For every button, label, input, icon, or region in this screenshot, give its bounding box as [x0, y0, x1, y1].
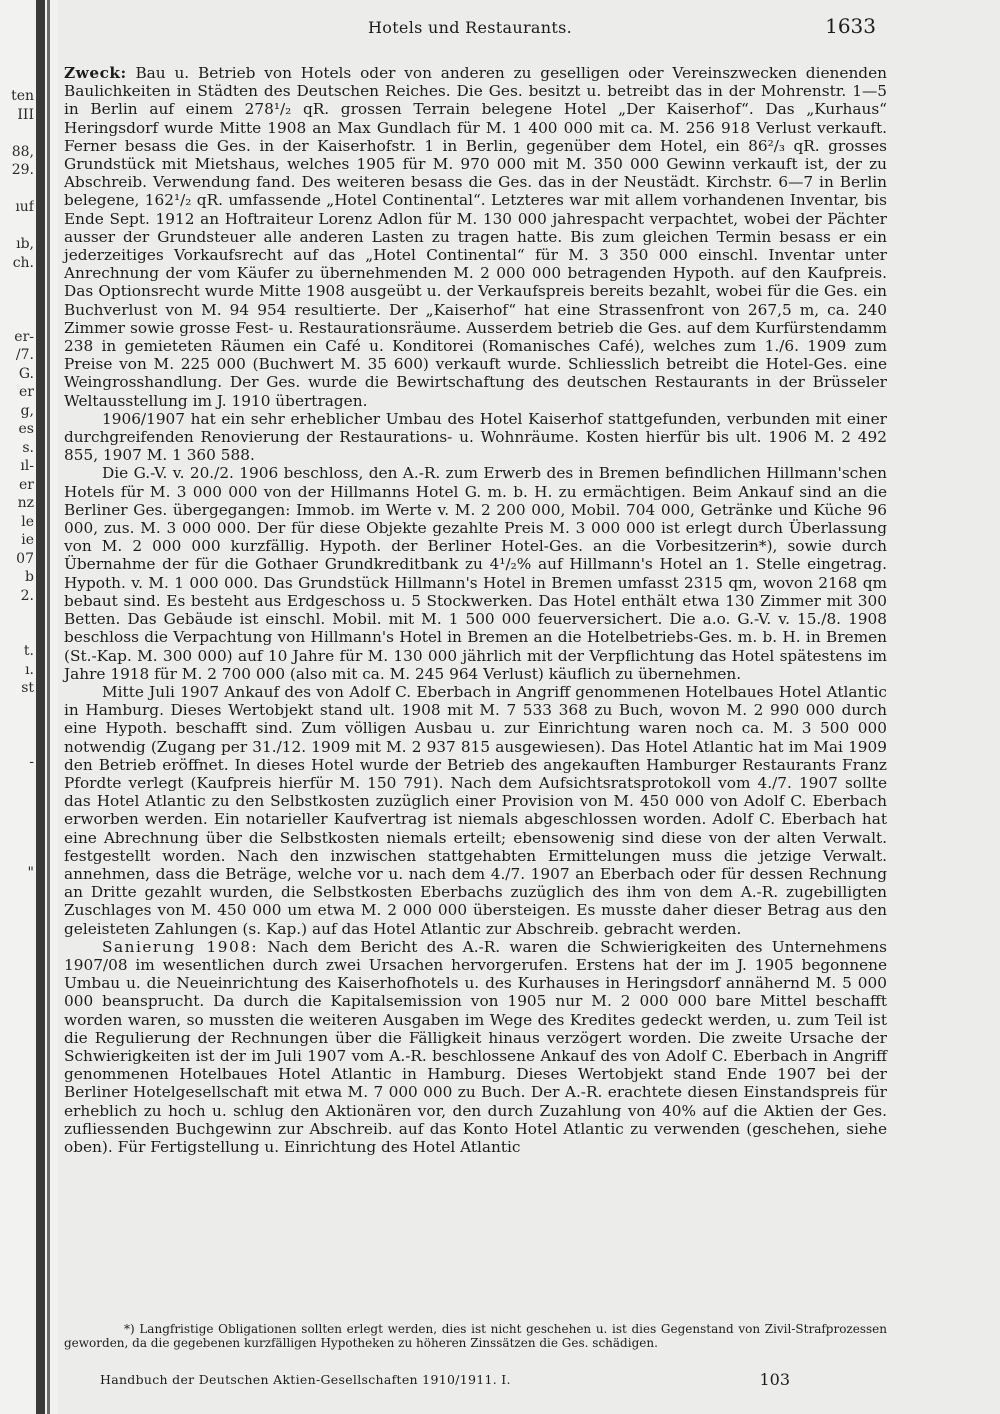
publication-source: Handbuch der Deutschen Aktien-Gesellschaften 1910/1911. I.	[100, 1372, 511, 1387]
sheet-number: 103	[759, 1370, 790, 1389]
margin-fragment: ı.	[25, 661, 34, 678]
margin-fragment: ten	[11, 88, 34, 104]
margin-fragment: er	[19, 476, 34, 493]
margin-fragment: /7.	[15, 347, 34, 363]
running-header	[64, 12, 876, 42]
margin-fragment: st	[21, 680, 34, 696]
footnote: *) Langfristige Obligationen sollten erlegt werden, dies ist nicht geschehen u. ist dies Gegenstand von Zivil-Strafprozessen geworden, da die gegebenen kurzfälligen Hypotheken zu höheren Zinssätzen die Ges. schädigen.	[64, 1322, 887, 1350]
paragraph-atlantic: Mitte Juli 1907 Ankauf des von Adolf C. Eberbach in Angriff genommenen Hotelbaues Hotel Atlantic in Hamburg. Dieses Wertobjekt stand ult. 1908 mit M. 7 533 368 zu Buch, wovon M. 2 990 000 durch eine Hypoth. beschafft sind. Zum völligen Ausbau u. zur Einrichtung waren noch ca. M. 3 500 000 notwendig (Zugang per 31./12. 1909 mit M. 2 937 815 ausgewiesen). Das Hotel Atlantic hat im Mai 1909 den Betrieb eröffnet. In dieses Hotel wurde der Betrieb des angekauften Hamburger Restaurants Franz Pfordte verlegt (Kaufpreis hierfür M. 150 791). Nach dem Aufsichtsratsprotokoll vom 4./7. 1907 sollte das Hotel Atlantic zu den Selbstkosten zuzüglich einer Provision von M. 450 000 von Adolf C. Eberbach erworben werden. Ein notarieller Kaufvertrag ist niemals abgeschlossen worden. Adolf C. Eberbach hat eine Abrechnung über die Selbstkosten niemals erteilt; ebensowenig sind diese von der alten Verwalt. festgestellt worden. Nach den inzwischen stattgehabten Ermittelungen muss die jetzige Verwalt. annehmen, dass die Beträge, welche vor u. nach dem 4./7. 1907 an Eberbach oder für dessen Rechnung an Dritte gezahlt wurden, die Selbstkosten Eberbachs zuzüglich des ihm von dem A.-R. zugebilligten Zuschlages von M. 450 000 um etwa M. 2 000 000 übersteigen. Es musste daher dieser Betrag aus den geleisteten Zahlungen (s. Kap.) auf das Hotel Atlantic zur Abschreib. gebracht werden.	[64, 682, 887, 938]
margin-fragment: G.	[18, 365, 34, 382]
paragraph-zweck	[64, 64, 887, 410]
margin-fragment: ie	[21, 532, 34, 548]
margin-fragment: ıl-	[20, 458, 34, 474]
margin-fragment: b	[25, 569, 34, 585]
paragraph-bremen: Die G.-V. v. 20./2. 1906 beschloss, den A.-R. zum Erwerb des in Bremen befindlichen Hillmann'schen Hotels für M. 3 000 000 von der Hillmanns Hotel G. m. b. H. zu ermächtigen. Beim Ankauf sind an die Berliner Ges. übergegangen: Immob. im Werte v. M. 2 200 000, Mobil. 704 000, Getränke und Küche 96 000, zus. M. 3 000 000. Der für diese Objekte gezahlte Preis M. 3 000 000 ist erlegt durch Überlassung von M. 2 000 000 kurzfällig. Hypoth. der Berliner Hotel-Ges. an die Vorbesitzerin*), sowie durch Übernahme der für die Gothaer Grundkreditbank zu 4¹/₂% auf Hillmann's Hotel an 1. Stelle eingetrag. Hypoth. v. M. 1 000 000. Das Grundstück Hillmann's Hotel in Bremen umfasst 2315 qm, wovon 2168 qm bebaut sind. Es besteht aus Erdgeschoss u. 5 Stockwerken. Das Hotel enthält etwa 130 Zimmer mit 300 Betten. Das Gebäude ist einschl. Mobil. mit M. 1 500 000 feuerversichert. Die a.o. G.-V. v. 15./8. 1908 beschloss die Verpachtung von Hillmann's Hotel in Bremen an die Hotelbetriebs-Ges. m. b. H. in Bremen (St.-Kap. M. 300 000) auf 10 Jahre für M. 130 000 jährlich mit der Verpflichtung das Hotel spätestens im Jahre 1918 für M. 2 700 000 (also mit ca. M. 245 964 Verlust) käuflich zu übernehmen.	[64, 464, 887, 683]
paragraph-umbau: 1906/1907 hat ein sehr erheblicher Umbau des Hotel Kaiserhof stattgefunden, verbunden mit einer durchgreifenden Renovierung der Restaurations- u. Wohnräume. Kosten hierfür bis ult. 1906 M. 2 492 855, 1907 M. 1 360 588.	[64, 409, 887, 465]
page-footer	[100, 1372, 790, 1392]
article-body	[64, 64, 887, 1156]
page-number: 1633	[825, 14, 876, 38]
section-lead: Zweck:	[64, 64, 127, 82]
running-title: Hotels und Restaurants.	[368, 18, 572, 37]
margin-fragment: t.	[23, 643, 34, 659]
margin-fragment: 29.	[11, 162, 34, 178]
paragraph-sanierung	[64, 938, 887, 1156]
margin-fragment: es	[18, 421, 34, 437]
margin-fragment: ıb,	[16, 236, 34, 252]
margin-fragment: ıuf	[15, 199, 34, 215]
paragraph-text: Bau u. Betrieb von Hotels oder von anderen zu geselligen oder Vereinszwecken dienenden Baulichkeiten in Städten des Deutschen Reiches. Die Ges. besitzt u. betreibt das in der Mohrenstr. 1—5 in Berlin auf einem 278¹/₂ qR. grossen Terrain belegene Hotel „Der Kaiserhof“. Das „Kurhaus“ Heringsdorf wurde Mitte 1908 an Max Gundlach für M. 1 400 000 mit ca. M. 256 918 Verlust verkauft. Ferner besass die Ges. in der Kaiserhofstr. 1 in Berlin, gegenüber dem Hotel, ein 86²/₃ qR. grosses Grundstück mit Mietshaus, welches 1905 für M. 970 000 mit M. 350 000 Gewinn verkauft ist, der zu Abschreib. Verwendung fand. Des weiteren besass die Ges. das in der Neustädt. Kirchstr. 6—7 in Berlin belegene, 162¹/₂ qR. umfassende „Hotel Continental“. Letzteres war mit allem vorhandenen Inventar, bis Ende Sept. 1912 an Hoftraiteur Lorenz Adlon für M. 130 000 jahrespacht verpachtet, wobei der Pächter ausser der Grundsteuer alle anderen Lasten zu tragen hatte. Bis zum gleichen Termin besass er ein jederzeitiges Vorkaufsrecht auf das „Hotel Continental“ für M. 3 350 000 einschl. Inventar unter Anrechnung der vom Käufer zu übernehmenden M. 2 000 000 betragenden Hypoth. auf den Kaufpreis. Das Optionsrecht wurde Mitte 1908 ausgeübt u. der Verkaufspreis bereits bezahlt, wobei für die Ges. ein Buchverlust von M. 94 954 resultierte. Der „Kaiserhof“ hat eine Strassenfront von 267,5 m, ca. 240 Zimmer sowie grosse Fest- u. Restaurationsräume. Ausserdem betrieb die Ges. auf dem Kurfürstendamm 238 in gemieteten Räumen ein Café u. Konditorei (Romanisches Café), welches zum 1./6. 1909 zum Preise von M. 225 000 (Buchwert M. 35 600) verkauft wurde. Schliesslich betreibt die Hotel-Ges. eine Weingrosshandlung. Der Ges. wurde die Bewirtschaftung des deutschen Restaurants in der Brüsseler Weltausstellung im J. 1910 übertragen.	[64, 64, 887, 410]
section-lead: Sanierung 1908:	[102, 937, 259, 956]
margin-fragment: -	[29, 754, 34, 770]
margin-fragment: 2.	[20, 587, 34, 604]
margin-fragment: III	[17, 106, 34, 123]
gutter-edge	[47, 0, 50, 1414]
margin-fragment: g,	[20, 402, 34, 419]
gutter-shadow	[36, 0, 45, 1414]
paragraph-text: Nach dem Bericht des A.-R. waren die Schwierigkeiten des Unternehmens 1907/08 im wesentlichen durch zwei Ursachen hervorgerufen. Erstens hat der im J. 1905 begonnene Umbau u. die Neueinrichtung des Kaiserhofhotels u. des Kurhauses in Heringsdorf annähernd M. 5 000 000 beansprucht. Da durch die Kapitalsemission von 1905 nur M. 2 000 000 bare Mittel beschafft worden waren, so mussten die weiteren Ausgaben im Wege des Kredites gedeckt werden, u. zum Teil ist die Regulierung der Rechnungen über die Fälligkeit hinaus verzögert worden. Die zweite Ursache der Schwierigkeiten ist der im Juli 1907 vom A.-R. beschlossene Ankauf des von Adolf C. Eberbach in Angriff genommenen Hotelbaues Hotel Atlantic in Hamburg. Dieses Wertobjekt stand Ende 1907 bei der Berliner Hotelgesellschaft mit etwa M. 7 000 000 zu Buch. Der A.-R. erachtete diesen Einstandspreis für erheblich zu hoch u. schlug den Aktionären vor, den durch Zuzahlung von 40% auf die Aktien der Ges. zufliessenden Buchgewinn zur Abschreib. auf das Konto Hotel Atlantic zu verwenden (geschehen, siehe oben). Für Fertigstellung u. Einrichtung des Hotel Atlantic	[64, 937, 888, 1156]
margin-fragment: nz	[17, 495, 34, 511]
margin-fragment: le	[21, 513, 34, 530]
margin-fragment: er	[19, 384, 34, 400]
margin-fragment: "	[27, 865, 34, 881]
margin-fragment: 07	[16, 550, 34, 567]
margin-fragment: er-	[14, 328, 34, 345]
margin-fragment: s.	[22, 439, 34, 456]
margin-fragment: 88,	[11, 143, 34, 160]
margin-fragment: ch.	[12, 254, 34, 271]
